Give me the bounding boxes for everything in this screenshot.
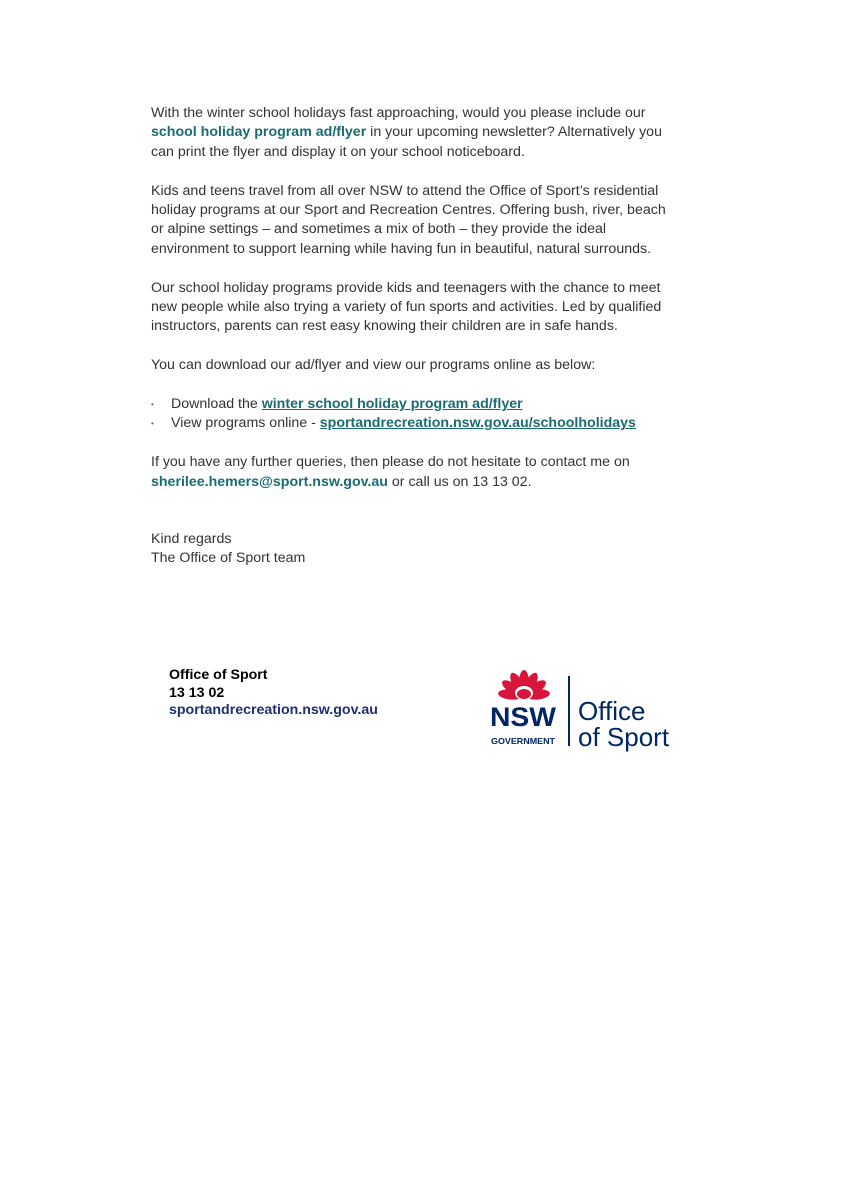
paragraph-contact: If you have any further queries, then please do not hesitate to contact me on sherilee.hemers@sport.nsw.gov.au or call us on 13 13 02. <box>151 454 630 490</box>
programs-online-link[interactable]: sportandrecreation.nsw.gov.au/schoolholidays <box>319 415 636 432</box>
logo-nsw-text: NSW <box>490 702 557 732</box>
paragraph-centres: Kids and teens travel from all over NSW to attend the Office of Sport’s residential holiday programs at our Sport and Recreation Centres. Offering bush, river, beach or alpine settings – and sometimes a mix of both – they provide the ideal environment to support learning while having fun in beautiful, natural surrounds. <box>151 182 666 257</box>
paragraph-intro: With the winter school holidays fast approaching, would you please include our school holiday program ad/flyer in your upcoming newsletter? Alternatively you can print the flyer and display it on your school noticeboard. <box>151 105 662 160</box>
waratah-icon <box>498 670 551 701</box>
email-link[interactable]: sherilee.hemers@sport.nsw.gov.au <box>151 473 388 490</box>
sign-off <box>151 530 671 569</box>
flyer-link[interactable]: school holiday program ad/flyer <box>151 124 367 141</box>
footer-url[interactable]: sportandrecreation.nsw.gov.au <box>169 702 378 718</box>
list-item: • Download the winter school holiday program ad/flyer <box>151 395 671 414</box>
closing-salutation: Kind regards <box>151 531 232 548</box>
logo-government-text: GOVERNMENT <box>491 736 556 746</box>
paragraph-programs: Our school holiday programs provide kids and teenagers with the chance to meet new people while also trying a variety of fun sports and activities. Led by qualified instructors, parents can rest easy knowing their children are in safe hands. <box>151 279 662 335</box>
logo-office-text: Office <box>578 696 646 726</box>
letter-body <box>151 104 671 569</box>
logo-of-sport-text: of Sport <box>578 722 670 752</box>
winter-flyer-link[interactable]: winter school holiday program ad/flyer <box>261 396 523 413</box>
closing-signature: The Office of Sport team <box>151 550 306 567</box>
bullet-icon: • <box>151 400 154 410</box>
link-list <box>151 395 671 434</box>
footer-contact <box>169 667 378 720</box>
footer-org: Office of Sport <box>169 667 268 683</box>
footer-phone: 13 13 02 <box>169 684 225 701</box>
nsw-office-of-sport-logo <box>488 668 688 752</box>
list-item: • View programs online - sportandrecreation.nsw.gov.au/schoolholidays <box>151 414 671 433</box>
paragraph-download: You can download our ad/flyer and view our programs online as below: <box>151 357 596 374</box>
bullet-icon: • <box>151 419 154 429</box>
